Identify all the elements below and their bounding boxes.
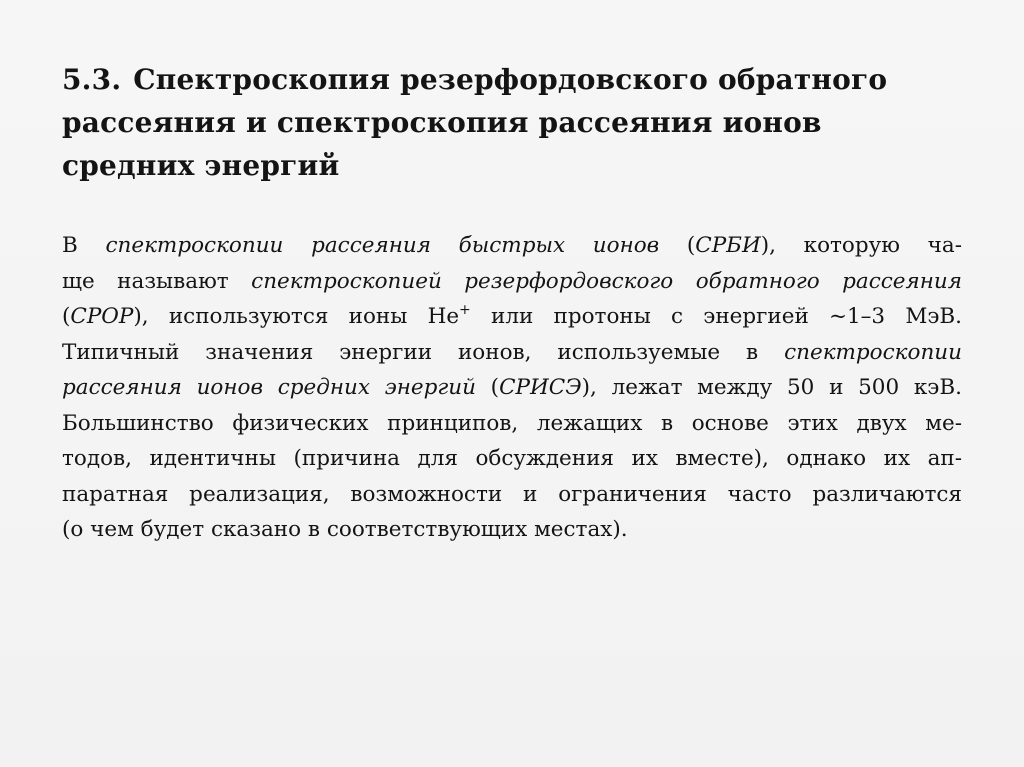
heading-line-3: средних энергий [62,149,340,182]
text-run: или протоны с энергией ~1–3 МэВ. [470,304,963,329]
abbr-srise: СРИСЭ [499,375,582,400]
text-run: ( [659,233,696,258]
paragraph-line-2 [62,264,962,300]
term-medium-energy-ion-scattering: рассеяния ионов средних энергий [62,375,476,400]
text-run: Типичный значения энергии ионов, используемые в [62,339,785,365]
section-number: 5.3. [62,63,122,96]
text-run: ), используются ионы He [133,304,460,329]
paragraph-line-7: тодов, идентичны (причина для обсуждения их вместе), однако их ап- [62,446,962,471]
term-fast-ion-scattering: спектроскопии рассеяния быстрых ионов [105,233,660,258]
text-run: ), которую ча- [760,233,962,258]
term-rbs: спектроскопией резерфордовского обратного рассеяния [251,268,962,294]
section-heading [62,58,982,187]
abbr-srop: СРОР [70,304,134,329]
heading-text-1: Спектроскопия резерфордовского обратного [133,63,888,96]
text-run: ще называют [62,268,252,294]
term-spectroscopy: спектроскопии [784,339,962,365]
paragraph-line-9: (о чем будет сказано в соответствующих местах). [62,517,628,542]
text-run: ), лежат между 50 и 500 кэВ. [581,375,962,400]
paragraph-line-6: Большинство физических принципов, лежащих в основе этих двух ме- [62,410,962,436]
paragraph-line-4 [62,335,962,371]
superscript-plus: + [459,302,471,318]
abbr-srbi: СРБИ [695,233,761,258]
text-run: В [62,233,106,258]
heading-line-2: рассеяния и спектроскопия рассеяния ионов [62,106,822,139]
heading-line-1 [62,58,982,101]
paragraph-line-5 [62,370,962,406]
paragraph-line-8: паратная реализация, возможности и ограничения часто различаются [62,481,962,507]
text-run: ( [62,304,71,329]
paragraph-line-3 [62,299,962,335]
paragraph-line-1 [62,228,962,264]
text-run: ( [475,375,500,400]
body-paragraph [62,228,962,548]
